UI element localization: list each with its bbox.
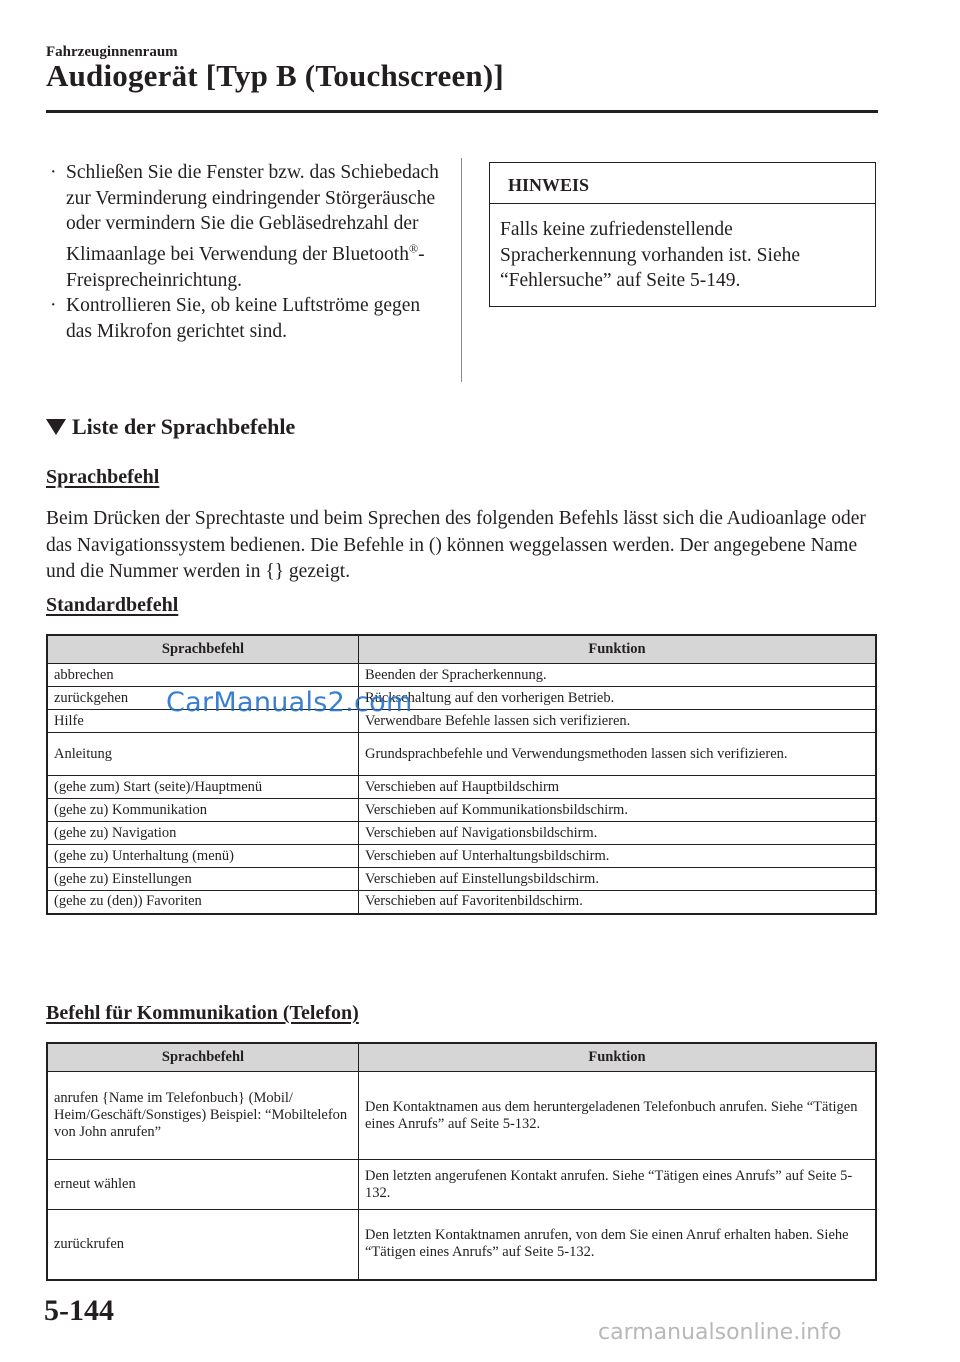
- note-body: Falls keine zufriedenstellende Spracherkennung vorhanden ist. Siehe “Fehlersuche” auf Seite 5-149.: [500, 219, 801, 291]
- intro-paragraph: Beim Drücken der Sprechtaste und beim Sprechen des folgenden Befehls lässt sich die Audioanlage oder das Navigationssystem bedienen. Die Befehle in () können weggelassen werden. Der angegebene Name und die Nummer werden in {} gezeigt.: [46, 508, 866, 582]
- section-label: Fahrzeuginnenraum: [46, 44, 178, 60]
- function-cell: Verschieben auf Kommunikationsbildschirm.: [359, 799, 877, 822]
- command-cell: (gehe zu) Kommunikation: [47, 799, 359, 822]
- column-header: Sprachbefehl: [47, 1043, 359, 1072]
- command-cell: (gehe zu) Einstellungen: [47, 868, 359, 891]
- function-cell: Den Kontaktnamen aus dem heruntergeladenen Telefonbuch anrufen. Siehe “Tätigen eines Anrufs” auf Seite 5-132.: [359, 1072, 877, 1160]
- function-cell: Den letzten Kontaktnamen anrufen, von dem Sie einen Anruf erhalten haben. Siehe “Tätigen eines Anrufs” auf Seite 5-132.: [359, 1210, 877, 1280]
- command-cell: abbrechen: [47, 664, 359, 687]
- column-divider: [461, 158, 462, 382]
- bullet-dot: ·: [50, 295, 57, 316]
- footer-watermark: carmanualsonline.info: [598, 1320, 842, 1345]
- function-cell: Grundsprachbefehle und Verwendungsmethoden lassen sich verifizieren.: [359, 733, 877, 776]
- function-cell: Verschieben auf Navigationsbildschirm.: [359, 822, 877, 845]
- command-cell: zurückgehen: [47, 687, 359, 710]
- table-row: [47, 891, 876, 914]
- note-box: [489, 162, 876, 307]
- column-header: Sprachbefehl: [47, 635, 359, 664]
- column-header: Funktion: [359, 635, 877, 664]
- note-heading: HINWEIS: [490, 163, 875, 204]
- function-cell: Verschieben auf Hauptbildschirm: [359, 776, 877, 799]
- table-row: [47, 776, 876, 799]
- subheading-sprachbefehl: Sprachbefehl: [46, 466, 160, 488]
- table-row: [47, 845, 876, 868]
- function-cell: Rückschaltung auf den vorherigen Betrieb.: [359, 687, 877, 710]
- command-cell: erneut wählen: [47, 1160, 359, 1210]
- bullet-list: [50, 160, 450, 344]
- watermark-logo: CarManuals2.com: [166, 687, 413, 718]
- section-heading-text: Liste der Sprachbefehle: [72, 414, 296, 439]
- command-cell: Hilfe: [47, 710, 359, 733]
- bullet-item: [50, 160, 450, 293]
- command-cell: (gehe zu) Unterhaltung (menü): [47, 845, 359, 868]
- table-row: [47, 1160, 876, 1210]
- page-title: Audiogerät [Typ B (Touchscreen)]: [46, 58, 504, 93]
- triangle-down-icon: [46, 419, 66, 435]
- function-cell: Verschieben auf Einstellungsbildschirm.: [359, 868, 877, 891]
- command-cell: anrufen {Name im Telefonbuch} (Mobil/ Heim/Geschäft/Sonstiges) Beispiel: “Mobiltelefon von John anrufen”: [47, 1072, 359, 1160]
- function-cell: Beenden der Spracherkennung.: [359, 664, 877, 687]
- subheading-kommunikation: Befehl für Kommunikation (Telefon): [46, 1002, 359, 1024]
- table-row: [47, 868, 876, 891]
- bullet-text: Schließen Sie die Fenster bzw. das Schiebedach zur Verminderung eindringender Störgeräusche oder vermindern Sie die Gebläsedrehzahl der Klimaanlage bei Verwendung der Bluetooth®-Freisprecheinrichtung.: [66, 162, 439, 291]
- column-header: Funktion: [359, 1043, 877, 1072]
- table-row: [47, 1210, 876, 1280]
- page-number: 5-144: [44, 1294, 114, 1327]
- function-cell: Den letzten angerufenen Kontakt anrufen. Siehe “Tätigen eines Anrufs” auf Seite 5-132.: [359, 1160, 877, 1210]
- command-cell: (gehe zum) Start (seite)/Hauptmenü: [47, 776, 359, 799]
- standard-commands-table: [46, 634, 877, 915]
- bullet-dot: ·: [50, 162, 57, 183]
- table-row: [47, 1072, 876, 1160]
- section-heading: [46, 414, 295, 440]
- title-rule: [46, 110, 878, 113]
- phone-commands-table: [46, 1042, 877, 1281]
- function-cell: Verschieben auf Unterhaltungsbildschirm.: [359, 845, 877, 868]
- table-row: [47, 664, 876, 687]
- table-header-row: [47, 1043, 876, 1072]
- table-row: [47, 733, 876, 776]
- bullet-text: Kontrollieren Sie, ob keine Luftströme gegen das Mikrofon gerichtet sind.: [66, 295, 421, 342]
- table-row: [47, 799, 876, 822]
- function-cell: Verschieben auf Favoritenbildschirm.: [359, 891, 877, 914]
- command-cell: (gehe zu (den)) Favoriten: [47, 891, 359, 914]
- table-row: [47, 822, 876, 845]
- command-cell: (gehe zu) Navigation: [47, 822, 359, 845]
- bullet-item: [50, 293, 450, 344]
- function-cell: Verwendbare Befehle lassen sich verifizieren.: [359, 710, 877, 733]
- command-cell: Anleitung: [47, 733, 359, 776]
- table-header-row: [47, 635, 876, 664]
- command-cell: zurückrufen: [47, 1210, 359, 1280]
- subheading-standardbefehl: Standardbefehl: [46, 594, 179, 616]
